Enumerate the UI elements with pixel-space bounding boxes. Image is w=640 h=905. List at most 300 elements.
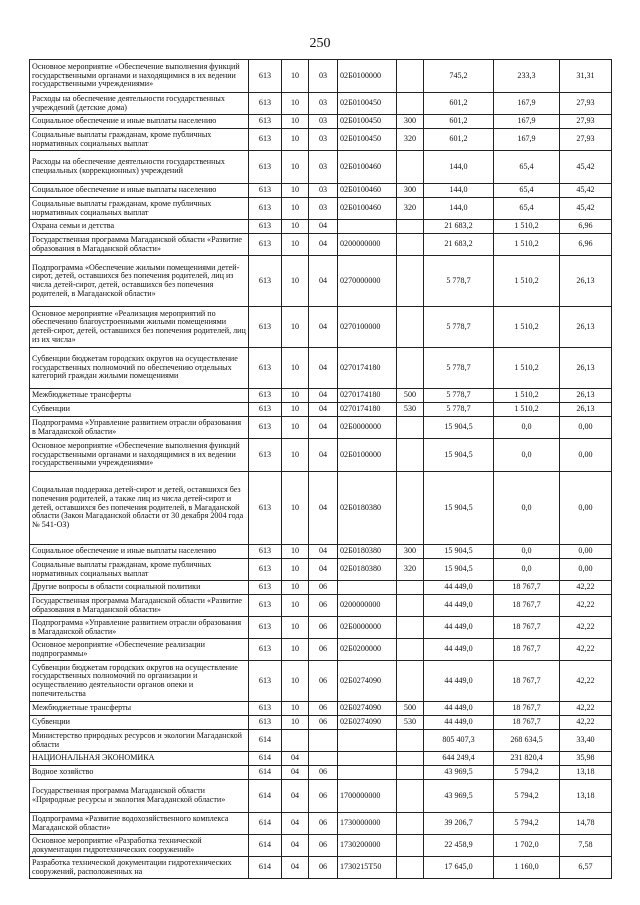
- expense-type-cell: [397, 417, 424, 439]
- execution-percent-cell: 26,13: [560, 256, 612, 307]
- approved-amount-cell: 601,2: [424, 129, 494, 151]
- execution-percent-cell: 42,22: [560, 639, 612, 661]
- execution-percent-cell: 26,13: [560, 389, 612, 403]
- executed-amount-cell: 1 160,0: [494, 857, 560, 879]
- approved-amount-cell: 5 778,7: [424, 389, 494, 403]
- ministry-code-cell: 613: [249, 389, 282, 403]
- target-article-cell: 0200000000: [338, 595, 397, 617]
- section-code-cell: 10: [282, 93, 309, 115]
- target-article-cell: 02Б0100450: [338, 115, 397, 129]
- row-name-cell: Субвенции бюджетам городских округов на осуществление государственных полномочий по организации и осуществлению деятельности органов опеки и попечительства: [30, 661, 249, 702]
- target-article-cell: 02Б0000000: [338, 617, 397, 639]
- subsection-code-cell: [309, 730, 338, 752]
- executed-amount-cell: 18 767,7: [494, 702, 560, 716]
- row-name-cell: Субвенции бюджетам городских округов на осуществление государственных полномочий по обеспечению отдельных категорий граждан жилыми помещениями: [30, 348, 249, 389]
- approved-amount-cell: 43 969,5: [424, 780, 494, 813]
- execution-percent-cell: 0,00: [560, 472, 612, 545]
- target-article-cell: 02Б0100000: [338, 60, 397, 93]
- section-code-cell: 10: [282, 417, 309, 439]
- table-row: [30, 93, 612, 115]
- executed-amount-cell: 5 794,2: [494, 780, 560, 813]
- table-row: [30, 752, 612, 766]
- approved-amount-cell: 44 449,0: [424, 639, 494, 661]
- executed-amount-cell: 1 510,2: [494, 389, 560, 403]
- executed-amount-cell: 18 767,7: [494, 639, 560, 661]
- section-code-cell: 04: [282, 835, 309, 857]
- executed-amount-cell: 18 767,7: [494, 617, 560, 639]
- ministry-code-cell: 613: [249, 716, 282, 730]
- expense-type-cell: [397, 256, 424, 307]
- row-name-cell: Министерство природных ресурсов и экологии Магаданской области: [30, 730, 249, 752]
- ministry-code-cell: 613: [249, 661, 282, 702]
- row-name-cell: Основное мероприятие «Обеспечение выполнения функций государственными органами и находящимися в их ведении государственными учреждениями»: [30, 60, 249, 93]
- execution-percent-cell: 42,22: [560, 702, 612, 716]
- approved-amount-cell: 44 449,0: [424, 702, 494, 716]
- section-code-cell: 10: [282, 389, 309, 403]
- approved-amount-cell: 144,0: [424, 198, 494, 220]
- row-name-cell: Социальное обеспечение и иные выплаты населению: [30, 184, 249, 198]
- execution-percent-cell: 27,93: [560, 115, 612, 129]
- table-row: [30, 559, 612, 581]
- approved-amount-cell: 745,2: [424, 60, 494, 93]
- table-row: [30, 129, 612, 151]
- ministry-code-cell: 613: [249, 581, 282, 595]
- executed-amount-cell: 167,9: [494, 93, 560, 115]
- subsection-code-cell: 06: [309, 857, 338, 879]
- target-article-cell: [338, 730, 397, 752]
- table-row: [30, 220, 612, 234]
- approved-amount-cell: 15 904,5: [424, 472, 494, 545]
- subsection-code-cell: 04: [309, 403, 338, 417]
- expense-type-cell: [397, 766, 424, 780]
- approved-amount-cell: 5 778,7: [424, 256, 494, 307]
- table-row: [30, 115, 612, 129]
- section-code-cell: 10: [282, 348, 309, 389]
- executed-amount-cell: 65,4: [494, 184, 560, 198]
- executed-amount-cell: 18 767,7: [494, 581, 560, 595]
- subsection-code-cell: 04: [309, 417, 338, 439]
- execution-percent-cell: 45,42: [560, 151, 612, 184]
- approved-amount-cell: 15 904,5: [424, 439, 494, 472]
- approved-amount-cell: 601,2: [424, 115, 494, 129]
- executed-amount-cell: 5 794,2: [494, 813, 560, 835]
- subsection-code-cell: 04: [309, 559, 338, 581]
- target-article-cell: [338, 581, 397, 595]
- target-article-cell: 0270174180: [338, 348, 397, 389]
- expense-type-cell: [397, 234, 424, 256]
- target-article-cell: 02Б0100000: [338, 439, 397, 472]
- subsection-code-cell: 03: [309, 184, 338, 198]
- target-article-cell: 02Б0100460: [338, 184, 397, 198]
- execution-percent-cell: 27,93: [560, 129, 612, 151]
- target-article-cell: 0270174180: [338, 403, 397, 417]
- section-code-cell: 10: [282, 151, 309, 184]
- table-row: [30, 472, 612, 545]
- table-row: [30, 545, 612, 559]
- approved-amount-cell: 44 449,0: [424, 595, 494, 617]
- subsection-code-cell: [309, 752, 338, 766]
- table-row: [30, 702, 612, 716]
- ministry-code-cell: 613: [249, 184, 282, 198]
- execution-percent-cell: 26,13: [560, 403, 612, 417]
- ministry-code-cell: 613: [249, 472, 282, 545]
- target-article-cell: 02Б0180380: [338, 472, 397, 545]
- table-row: [30, 766, 612, 780]
- expense-type-cell: [397, 813, 424, 835]
- target-article-cell: 0200000000: [338, 234, 397, 256]
- expense-type-cell: [397, 439, 424, 472]
- subsection-code-cell: 06: [309, 617, 338, 639]
- executed-amount-cell: 1 510,2: [494, 220, 560, 234]
- ministry-code-cell: 614: [249, 813, 282, 835]
- ministry-code-cell: 613: [249, 639, 282, 661]
- ministry-code-cell: 614: [249, 752, 282, 766]
- execution-percent-cell: 42,22: [560, 661, 612, 702]
- executed-amount-cell: 1 702,0: [494, 835, 560, 857]
- table-row: [30, 835, 612, 857]
- section-code-cell: 10: [282, 472, 309, 545]
- subsection-code-cell: 03: [309, 60, 338, 93]
- section-code-cell: 10: [282, 581, 309, 595]
- section-code-cell: 10: [282, 256, 309, 307]
- executed-amount-cell: 233,3: [494, 60, 560, 93]
- execution-percent-cell: 0,00: [560, 545, 612, 559]
- approved-amount-cell: 15 904,5: [424, 545, 494, 559]
- subsection-code-cell: 04: [309, 256, 338, 307]
- table-row: [30, 307, 612, 348]
- row-name-cell: Основное мероприятие «Обеспечение реализации подпрограммы»: [30, 639, 249, 661]
- section-code-cell: 10: [282, 545, 309, 559]
- ministry-code-cell: 613: [249, 595, 282, 617]
- target-article-cell: 02Б0000000: [338, 417, 397, 439]
- subsection-code-cell: 03: [309, 115, 338, 129]
- target-article-cell: 1730215Т50: [338, 857, 397, 879]
- subsection-code-cell: 03: [309, 129, 338, 151]
- target-article-cell: 1730200000: [338, 835, 397, 857]
- target-article-cell: 0270174180: [338, 389, 397, 403]
- expense-type-cell: [397, 730, 424, 752]
- expense-type-cell: [397, 472, 424, 545]
- execution-percent-cell: 0,00: [560, 559, 612, 581]
- row-name-cell: Субвенции: [30, 403, 249, 417]
- target-article-cell: 02Б0274090: [338, 716, 397, 730]
- execution-percent-cell: 33,40: [560, 730, 612, 752]
- subsection-code-cell: 04: [309, 234, 338, 256]
- execution-percent-cell: 27,93: [560, 93, 612, 115]
- executed-amount-cell: 5 794,2: [494, 766, 560, 780]
- subsection-code-cell: 06: [309, 835, 338, 857]
- ministry-code-cell: 613: [249, 617, 282, 639]
- execution-percent-cell: 31,31: [560, 60, 612, 93]
- executed-amount-cell: 65,4: [494, 198, 560, 220]
- section-code-cell: 10: [282, 129, 309, 151]
- execution-percent-cell: 26,13: [560, 348, 612, 389]
- approved-amount-cell: 44 449,0: [424, 617, 494, 639]
- expense-type-cell: [397, 220, 424, 234]
- execution-percent-cell: 13,18: [560, 780, 612, 813]
- expense-type-cell: 530: [397, 716, 424, 730]
- execution-percent-cell: 42,22: [560, 595, 612, 617]
- ministry-code-cell: 613: [249, 220, 282, 234]
- expense-type-cell: [397, 617, 424, 639]
- approved-amount-cell: 805 407,3: [424, 730, 494, 752]
- ministry-code-cell: 614: [249, 857, 282, 879]
- page-number: 250: [309, 36, 331, 51]
- expense-type-cell: [397, 752, 424, 766]
- approved-amount-cell: 21 683,2: [424, 234, 494, 256]
- subsection-code-cell: 04: [309, 389, 338, 403]
- executed-amount-cell: 18 767,7: [494, 595, 560, 617]
- execution-percent-cell: 45,42: [560, 198, 612, 220]
- ministry-code-cell: 613: [249, 559, 282, 581]
- ministry-code-cell: 613: [249, 93, 282, 115]
- row-name-cell: Расходы на обеспечение деятельности государственных специальных (коррекционных) учреждений: [30, 151, 249, 184]
- section-code-cell: 04: [282, 766, 309, 780]
- table-row: [30, 661, 612, 702]
- expense-type-cell: [397, 595, 424, 617]
- section-code-cell: 10: [282, 184, 309, 198]
- row-name-cell: Социальная поддержка детей-сирот и детей, оставшихся без попечения родителей, а также лиц из числа детей-сирот и детей, оставшихся без попечения родителей, в Магаданской области (Закон Магаданской области от 30 декабря 2004 года № 541-ОЗ): [30, 472, 249, 545]
- execution-percent-cell: 6,57: [560, 857, 612, 879]
- row-name-cell: Подпрограмма «Развитие водохозяйственного комплекса Магаданской области»: [30, 813, 249, 835]
- target-article-cell: 02Б0200000: [338, 639, 397, 661]
- execution-percent-cell: 7,58: [560, 835, 612, 857]
- table-row: [30, 639, 612, 661]
- expense-type-cell: [397, 307, 424, 348]
- expense-type-cell: 530: [397, 403, 424, 417]
- table-row: [30, 403, 612, 417]
- target-article-cell: 02Б0100460: [338, 198, 397, 220]
- expense-type-cell: [397, 639, 424, 661]
- ministry-code-cell: 613: [249, 129, 282, 151]
- row-name-cell: Основное мероприятие «Обеспечение выполнения функций государственными органами и находящимися в их ведении государственными учреждениями»: [30, 439, 249, 472]
- subsection-code-cell: 04: [309, 439, 338, 472]
- execution-percent-cell: 42,22: [560, 617, 612, 639]
- execution-percent-cell: 35,98: [560, 752, 612, 766]
- executed-amount-cell: 0,0: [494, 417, 560, 439]
- subsection-code-cell: 06: [309, 595, 338, 617]
- section-code-cell: 04: [282, 857, 309, 879]
- section-code-cell: 10: [282, 595, 309, 617]
- target-article-cell: 1730000000: [338, 813, 397, 835]
- executed-amount-cell: 268 634,5: [494, 730, 560, 752]
- section-code-cell: 10: [282, 60, 309, 93]
- approved-amount-cell: 601,2: [424, 93, 494, 115]
- table-body: [30, 60, 612, 879]
- approved-amount-cell: 144,0: [424, 151, 494, 184]
- executed-amount-cell: 167,9: [494, 115, 560, 129]
- table-row: [30, 417, 612, 439]
- section-code-cell: 10: [282, 307, 309, 348]
- subsection-code-cell: 06: [309, 813, 338, 835]
- approved-amount-cell: 5 778,7: [424, 403, 494, 417]
- executed-amount-cell: 1 510,2: [494, 234, 560, 256]
- table-row: [30, 389, 612, 403]
- section-code-cell: 10: [282, 617, 309, 639]
- expense-type-cell: [397, 151, 424, 184]
- approved-amount-cell: 5 778,7: [424, 348, 494, 389]
- target-article-cell: 02Б0180380: [338, 545, 397, 559]
- row-name-cell: Социальные выплаты гражданам, кроме публичных нормативных социальных выплат: [30, 129, 249, 151]
- subsection-code-cell: 06: [309, 780, 338, 813]
- section-code-cell: 04: [282, 813, 309, 835]
- subsection-code-cell: 04: [309, 307, 338, 348]
- ministry-code-cell: 613: [249, 234, 282, 256]
- subsection-code-cell: 03: [309, 151, 338, 184]
- target-article-cell: 0270000000: [338, 256, 397, 307]
- row-name-cell: Социальное обеспечение и иные выплаты населению: [30, 115, 249, 129]
- subsection-code-cell: 06: [309, 661, 338, 702]
- row-name-cell: Межбюджетные трансферты: [30, 389, 249, 403]
- row-name-cell: Социальные выплаты гражданам, кроме публичных нормативных социальных выплат: [30, 198, 249, 220]
- subsection-code-cell: 06: [309, 639, 338, 661]
- ministry-code-cell: 613: [249, 348, 282, 389]
- section-code-cell: 10: [282, 403, 309, 417]
- subsection-code-cell: 04: [309, 220, 338, 234]
- ministry-code-cell: 614: [249, 730, 282, 752]
- expense-type-cell: 320: [397, 129, 424, 151]
- ministry-code-cell: 613: [249, 307, 282, 348]
- execution-percent-cell: 6,96: [560, 220, 612, 234]
- table-row: [30, 716, 612, 730]
- section-code-cell: 10: [282, 220, 309, 234]
- table-row: [30, 256, 612, 307]
- table-row: [30, 198, 612, 220]
- budget-table: [29, 59, 612, 879]
- executed-amount-cell: 1 510,2: [494, 348, 560, 389]
- row-name-cell: Государственная программа Магаданской области «Развитие образования в Магаданской области»: [30, 234, 249, 256]
- target-article-cell: [338, 752, 397, 766]
- subsection-code-cell: 03: [309, 198, 338, 220]
- table-row: [30, 184, 612, 198]
- ministry-code-cell: 613: [249, 702, 282, 716]
- row-name-cell: Основное мероприятие «Реализация мероприятий по обеспечению благоустроенными жилыми помещениями детей-сирот, детей, оставшихся без попечения родителей, лиц из их числа»: [30, 307, 249, 348]
- ministry-code-cell: 613: [249, 439, 282, 472]
- expense-type-cell: [397, 348, 424, 389]
- target-article-cell: 02Б0274090: [338, 661, 397, 702]
- ministry-code-cell: 614: [249, 766, 282, 780]
- approved-amount-cell: 15 904,5: [424, 559, 494, 581]
- table-row: [30, 780, 612, 813]
- table-row: [30, 595, 612, 617]
- execution-percent-cell: 13,18: [560, 766, 612, 780]
- executed-amount-cell: 1 510,2: [494, 256, 560, 307]
- expense-type-cell: [397, 661, 424, 702]
- subsection-code-cell: 06: [309, 702, 338, 716]
- row-name-cell: Подпрограмма «Управление развитием отрасли образования в Магаданской области»: [30, 417, 249, 439]
- executed-amount-cell: 0,0: [494, 439, 560, 472]
- execution-percent-cell: 0,00: [560, 417, 612, 439]
- target-article-cell: 02Б0100450: [338, 93, 397, 115]
- approved-amount-cell: 44 449,0: [424, 716, 494, 730]
- approved-amount-cell: 15 904,5: [424, 417, 494, 439]
- ministry-code-cell: 613: [249, 256, 282, 307]
- row-name-cell: Субвенции: [30, 716, 249, 730]
- row-name-cell: Государственная программа Магаданской области «Природные ресурсы и экология Магаданской области»: [30, 780, 249, 813]
- target-article-cell: [338, 766, 397, 780]
- row-name-cell: Водное хозяйство: [30, 766, 249, 780]
- ministry-code-cell: 613: [249, 60, 282, 93]
- section-code-cell: 10: [282, 559, 309, 581]
- target-article-cell: 02Б0100450: [338, 129, 397, 151]
- executed-amount-cell: 65,4: [494, 151, 560, 184]
- approved-amount-cell: 22 458,9: [424, 835, 494, 857]
- section-code-cell: 10: [282, 115, 309, 129]
- executed-amount-cell: 231 820,4: [494, 752, 560, 766]
- execution-percent-cell: 26,13: [560, 307, 612, 348]
- row-name-cell: Подпрограмма «Обеспечение жилыми помещениями детей-сирот, детей, оставшихся без попечения родителей, лиц из числа детей-сирот, детей, оставшихся без попечения родителей, в Магаданской области»: [30, 256, 249, 307]
- expense-type-cell: 320: [397, 559, 424, 581]
- table-row: [30, 857, 612, 879]
- approved-amount-cell: 644 249,4: [424, 752, 494, 766]
- row-name-cell: Охрана семьи и детства: [30, 220, 249, 234]
- expense-type-cell: [397, 93, 424, 115]
- executed-amount-cell: 0,0: [494, 472, 560, 545]
- row-name-cell: Другие вопросы в области социальной политики: [30, 581, 249, 595]
- approved-amount-cell: 144,0: [424, 184, 494, 198]
- row-name-cell: Межбюджетные трансферты: [30, 702, 249, 716]
- expense-type-cell: 320: [397, 198, 424, 220]
- executed-amount-cell: 0,0: [494, 545, 560, 559]
- ministry-code-cell: 613: [249, 198, 282, 220]
- execution-percent-cell: 14,78: [560, 813, 612, 835]
- row-name-cell: Подпрограмма «Управление развитием отрасли образования в Магаданской области»: [30, 617, 249, 639]
- expense-type-cell: 500: [397, 389, 424, 403]
- executed-amount-cell: 18 767,7: [494, 661, 560, 702]
- ministry-code-cell: 613: [249, 151, 282, 184]
- target-article-cell: 0270100000: [338, 307, 397, 348]
- target-article-cell: 02Б0100460: [338, 151, 397, 184]
- section-code-cell: 10: [282, 198, 309, 220]
- row-name-cell: Социальное обеспечение и иные выплаты населению: [30, 545, 249, 559]
- section-code-cell: 10: [282, 639, 309, 661]
- subsection-code-cell: 03: [309, 93, 338, 115]
- table-row: [30, 348, 612, 389]
- target-article-cell: 02Б0180380: [338, 559, 397, 581]
- execution-percent-cell: 6,96: [560, 234, 612, 256]
- executed-amount-cell: 1 510,2: [494, 403, 560, 417]
- section-code-cell: 10: [282, 439, 309, 472]
- execution-percent-cell: 0,00: [560, 439, 612, 472]
- subsection-code-cell: 04: [309, 545, 338, 559]
- expense-type-cell: 300: [397, 545, 424, 559]
- expense-type-cell: [397, 780, 424, 813]
- target-article-cell: 02Б0274090: [338, 702, 397, 716]
- ministry-code-cell: 613: [249, 115, 282, 129]
- execution-percent-cell: 42,22: [560, 581, 612, 595]
- section-code-cell: [282, 730, 309, 752]
- ministry-code-cell: 614: [249, 835, 282, 857]
- ministry-code-cell: 613: [249, 403, 282, 417]
- ministry-code-cell: 613: [249, 417, 282, 439]
- table-row: [30, 439, 612, 472]
- approved-amount-cell: 44 449,0: [424, 661, 494, 702]
- section-code-cell: 04: [282, 752, 309, 766]
- row-name-cell: НАЦИОНАЛЬНАЯ ЭКОНОМИКА: [30, 752, 249, 766]
- row-name-cell: Социальные выплаты гражданам, кроме публичных нормативных социальных выплат: [30, 559, 249, 581]
- executed-amount-cell: 1 510,2: [494, 307, 560, 348]
- executed-amount-cell: 18 767,7: [494, 716, 560, 730]
- expense-type-cell: 300: [397, 184, 424, 198]
- executed-amount-cell: 0,0: [494, 559, 560, 581]
- section-code-cell: 10: [282, 234, 309, 256]
- ministry-code-cell: 614: [249, 780, 282, 813]
- expense-type-cell: 500: [397, 702, 424, 716]
- approved-amount-cell: 17 645,0: [424, 857, 494, 879]
- ministry-code-cell: 613: [249, 545, 282, 559]
- section-code-cell: 10: [282, 716, 309, 730]
- table-row: [30, 234, 612, 256]
